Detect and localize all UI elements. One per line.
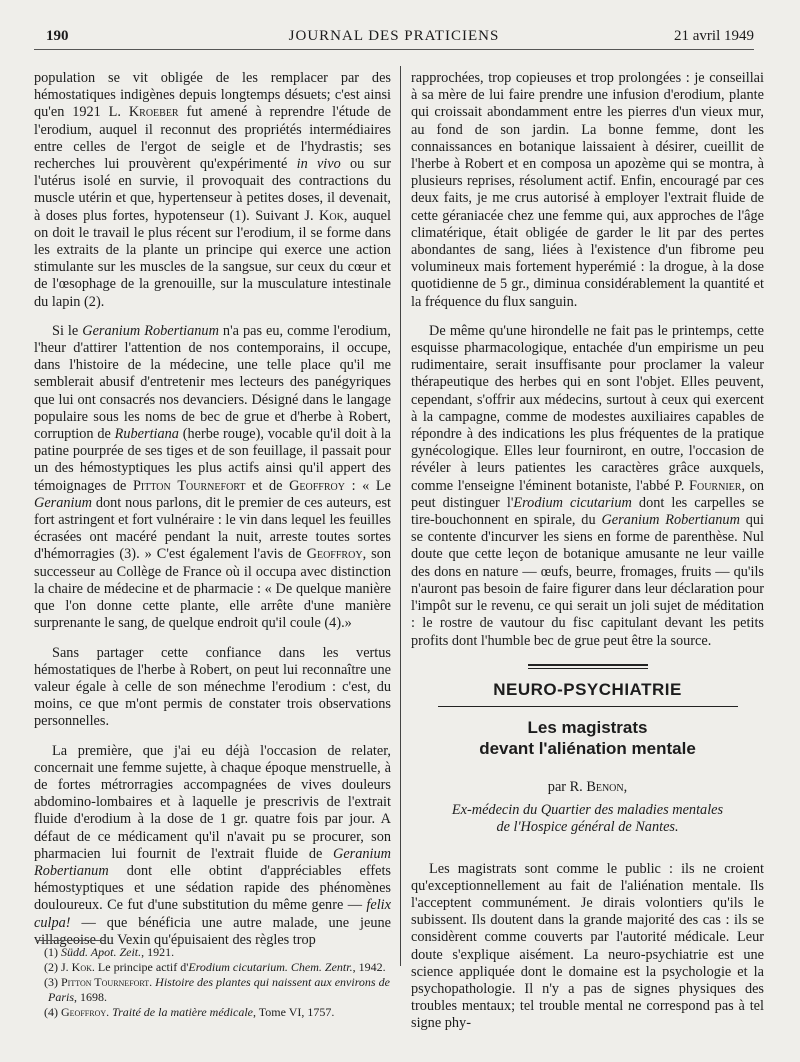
author-fournier: Fournier [689,477,742,494]
footnote-1: (1) Südd. Apot. Zeit., 1921. [44,945,175,959]
right-paragraph-2: De même qu'une hirondelle ne fait pas le printemps, cette esquisse pharmacologique, entachée d'un empirisme un peu rudimentaire, serait insuffisante pour proclamer la valeur thérapeutique des herbes qui en sont l'objet. Elles peuvent, cependant, s'offrir aux médecins, surtout à ceux qui exercent à la campagne, comme de modestes auxiliaires capables de répondre à des indications les plus fréquentes de la pratique gynécologique. Elles leur fourniront, en outre, l'occasion de révéler à leurs patientes les caractères grâce auxquels, comme l'enseigne l'éminent botaniste, l'abbé P. Fournier, on peut distinguer l'Erodium cicutarium dont les carpelles se tire-bouchonnent en spirale, du Geranium Robertianum qui se contente d'incurver les siens en forme de parenthèse. Nul doute que cette leçon de botanique amusante ne leur vaille des dons en nature — œufs, beurre, fromages, fruits — qu'ils n'auront pas besoin de faire figurer dans leur déclaration pour l'impôt sur le revenu, ce qui serait un joli sujet de méditation : le rostre de vautour du fisc capitulant devant les petits profits dont l'humble bec de grue peut être la source. [411,322,764,649]
header-rule [34,49,754,50]
footnotes [34,940,391,1020]
left-paragraph-3: Sans partager cette confiance dans les vertus hémostatiques de l'herbe à Robert, on peut lui reconnaître une valeur égale à celle de son ménechme l'erodium : c'est, du moins, ce que m'ont permis de constater trois observations personnelles. [34,644,391,730]
left-paragraph-1: population se vit obligée de les remplacer par des hémostatiques indigènes depuis longtemps désuets; c'est ainsi qu'en 1921 L. Kroeber fut amené à reprendre l'étude de l'erodium, auquel il reconnut des propriétés intermédiaires entre celles de l'ergot de seigle et de l'hydrastis; ses recherches lui prouvèrent qu'expérimenté in vivo ou sur l'utérus isolé en survie, il provoquait des contractions du muscle utérin et que, hypertenseur à petites doses, il devenait, à doses plus fortes, hypotenseur (1). Suivant J. Kok, auquel on doit le travail le plus récent sur l'erodium, il se forme dans les extraits de la plante un principe qui exerce une action stimulante sur les muscles de la sangsue, sur ceux du cœur et de l'œsophage de la grenouille, sur la musculature intestinale du lapin (2). [34,70,392,310]
section-title: NEURO-PSYCHIATRIE [493,679,682,699]
section-underline [438,706,738,707]
footnote-rule [36,940,106,941]
article-title: Les magistrats devant l'aliénation mentale [479,717,696,758]
journal-title: JOURNAL DES PRATICIENS [288,28,500,44]
author-kok: Kok [319,207,344,224]
footnote-4: (4) Geoffroy. Traité de la matière médicale, Tome VI, 1757. [44,1005,335,1019]
footnote-3: (3) Pitton Tournefort. Histoire des plantes qui naissent aux environs de Paris, 1698. [44,975,390,1004]
left-paragraph-4: La première, que j'ai eu déjà l'occasion de relater, concernait une femme sujette, à chaque époque menstruelle, à de fortes métrorragies accompagnées de vives douleurs abdomino-lombaires et à laquelle je prescrivis de l'extrait fluide d'erodium à la dose de 1 gr. quatre fois par jour. A défaut de ce médicament qu'il n'avait pu se procurer, son pharmacien lui fournit de l'extrait fluide de Geranium Robertianum dont elle obtint d'appréciables effets hémostyptiques et une sédation rapide des phénomènes douloureux. Ce fut d'une substitution du même genre — felix culpa! — que bénéficia une autre malade, une jeune villageoise du Vexin qu'épuisaient des règles trop [34,742,391,948]
author-kroeber: Kroeber [128,104,179,121]
left-column [34,70,391,949]
section-rule [528,664,648,669]
article-paragraph-1: Les magistrats sont comme le public : ils ne croient qu'exceptionnellement au fait de l'aliénation mentale. Ils l'acceptent communément. Je dirais volontiers qu'ils le subissent. Ils doutent dans la grande majorité des cas : ils se considèrent comme couverts par l'autorité médicale. Leur doute s'explique aisément. La neuro-psychiatrie est une science appliquée dont le domaine est la psychologie et la psychopathologie. Il n'y a pas de signes physiques des troubles mentaux; tel trouble mental ne correspond pas à tel signe phy- [411,860,764,1032]
author-affiliation: Ex-médecin du Quartier des maladies mentales de l'Hospice général de Nantes. [451,802,724,836]
column-divider [400,66,401,966]
page-number: 190 [46,28,69,44]
footnote-2: (2) J. Kok. Le principe actif d'Erodium cicutarium. Chem. Zentr., 1942. [44,960,386,974]
issue-date: 21 avril 1949 [674,28,754,44]
left-paragraph-2: Si le Geranium Robertianum n'a pas eu, comme l'erodium, l'heur d'attirer l'attention de nos contemporains, il occupe, dans l'histoire de la médecine, une telle place qu'il me semblerait abusif d'entretenir mes lecteurs des panégyriques que lui ont consacrés nos devanciers. Désigné dans le langage populaire sous les noms de bec de grue et d'herbe à Robert, corruption de Rubertiana (herbe rouge), vocable qu'il doit à la patine pourprée de ses tiges et de son feuillage, il passait pour un des hémostyptiques les plus actifs ainsi qu'il appert des témoignages de Pitton Tournefort et de Geoffroy : « Le Geranium dont nous parlons, dit le premier de ces auteurs, est fort astringent et fort vulnéraire : le vin dans lequel les feuilles écrasées ont macéré pendant la nuit, arreste toutes sortes d'hémorragies (3). » C'est également l'avis de Geoffroy, son successeur au Collège de France où il occupa avec distinction la chaire de médecine et de pharmacie : « De quelque manière que l'on donne cette plante, elle arrête d'une manière surprenante le sang, de quelque endroit qu'il coule (4).» [34,322,392,632]
article-author: par R. Benon, [547,778,628,795]
right-paragraph-1: rapprochées, trop copieuses et trop prolongées : je conseillai à sa mère de lui faire prendre une infusion d'erodium, plante qui croissait abondamment entre les pierres d'un vieux mur, au fond de son jardin. La bonne femme, dont les connaissances en botanique laissaient à désirer, cueillit de l'herbe à Robert et en composa un apozème qui se montra, à plusieurs reprises, résolument actif. Enfin, encouragé par ces deux faits, je me crus autorisé à employer l'extrait fluide de cette géraniacée chez une femme qui, aux approches de l'âge climatérique, était obligée de garder le lit par des pertes abondantes de sang, liées à l'existence d'un fibrome peu volumineux mais fortement hyperémié : la drogue, à la dose quotidienne de 5 gr., diminua considérablement la quantité et la fréquence du flux sanguin. [411,70,764,310]
right-column [411,70,764,1033]
page-header [34,24,754,48]
